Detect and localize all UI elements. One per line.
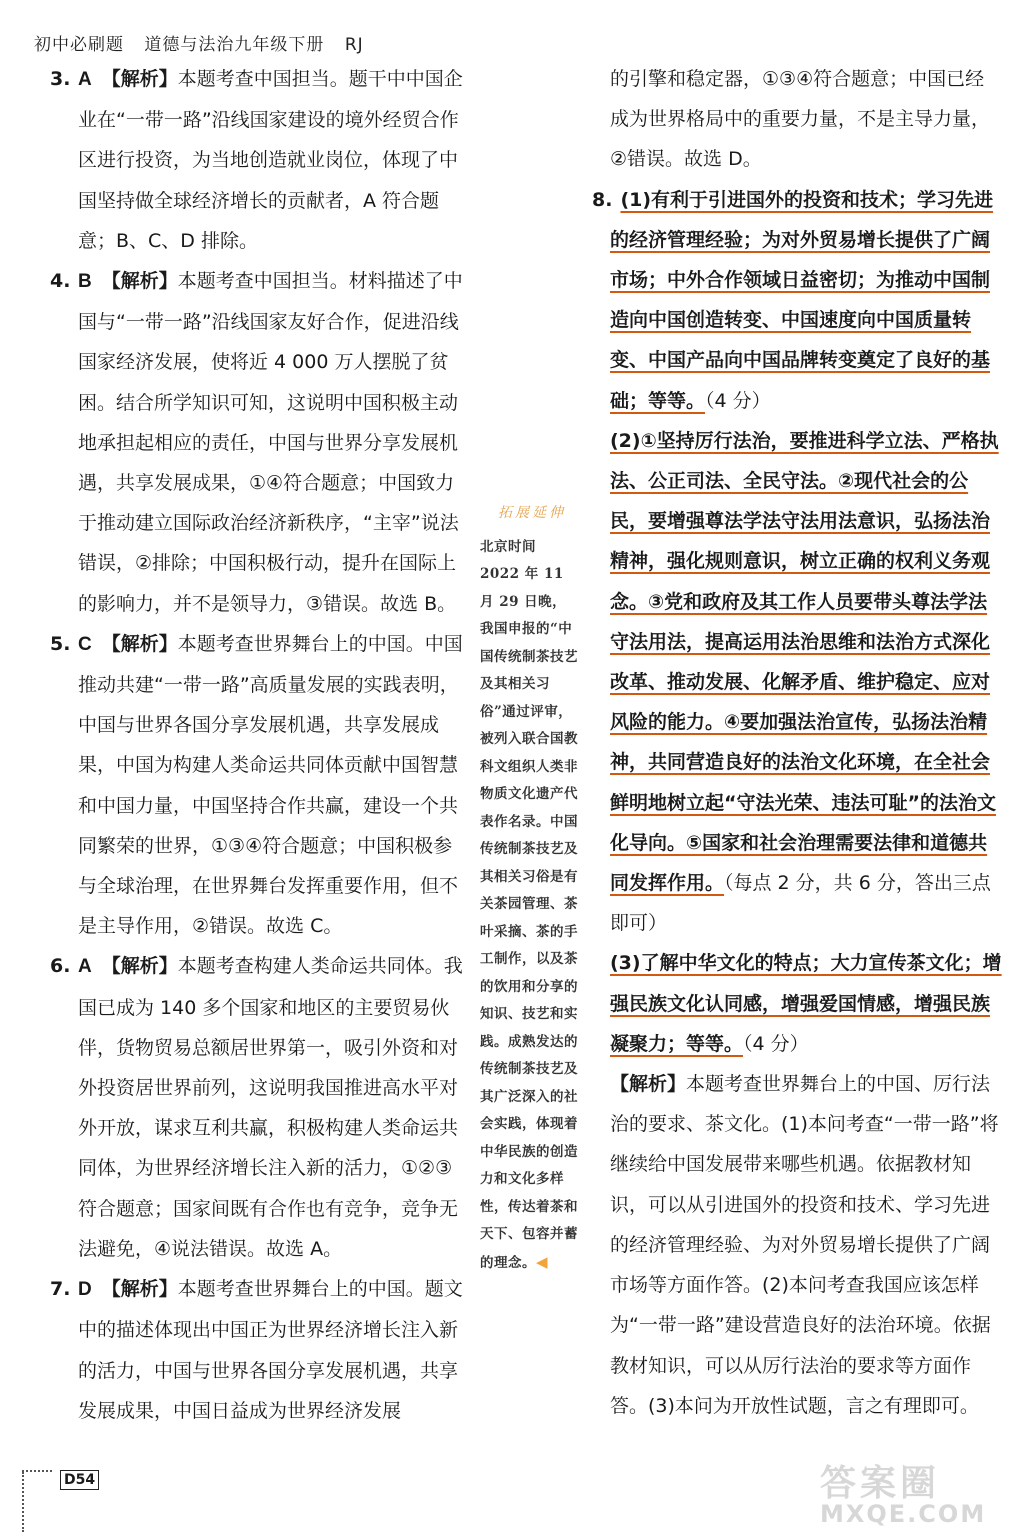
corner-dots <box>22 1470 52 1474</box>
sidebar-title: 拓展延伸 <box>498 505 566 521</box>
question-number: 6. <box>50 955 71 978</box>
question-6 <box>50 946 468 1269</box>
answer-part-3-block <box>610 943 1002 1064</box>
analysis-text: 本题考查构建人类命运共同体。我国已成为 140 多个国家和地区的主要贸易伙伴，货物贸易总额居世界第一，吸引外资和对外投资居世界前列，这说明我国推进高水平对外开放，谋求互利共赢，积极构建人类命运共同体，为世界经济增长注入新的活力，①②③符合题意；国家间既有合作也有竞争，竞争无法避免，④说法错误。故选 A。 <box>78 955 463 1260</box>
question-3 <box>50 59 468 261</box>
pointer-arrow-icon: ◀ <box>536 1252 549 1271</box>
left-column <box>50 59 468 1431</box>
question-number: 3. <box>50 68 71 90</box>
watermark <box>820 1455 1000 1535</box>
answer-letter: A <box>78 956 92 978</box>
running-header <box>34 30 378 55</box>
question-7-continued <box>610 59 1002 180</box>
watermark-bottom: MXQE.COM <box>820 1500 987 1528</box>
question-4 <box>50 261 468 624</box>
extension-sidebar <box>480 500 580 1277</box>
question-7 <box>50 1269 468 1431</box>
page-number: D54 <box>60 1470 99 1490</box>
score-1: （4 分） <box>705 389 771 412</box>
analysis-tag: 【解析】 <box>101 955 178 978</box>
score-3: （4 分） <box>743 1032 809 1055</box>
analysis-text: 本题考查世界舞台上的中国。中国推动共建“一带一路”高质量发展的实践表明，中国与世界各国分享发展机遇，共享发展成果，中国为构建人类命运共同体贡献中国智慧和中国力量，中国坚持合作共赢，建设一个共同繁荣的世界，①③④符合题意；中国积极参与全球治理，在世界舞台发挥重要作用，但不是主导作用，②错误。故选 C。 <box>78 632 463 938</box>
analysis-tag: 【解析】 <box>610 1073 687 1096</box>
analysis-tag: 【解析】 <box>101 632 178 655</box>
analysis-text: 本题考查世界舞台上的中国、厉行法治的要求、茶文化。(1)本问考查“一带一路”将继续给中国发展带来哪些机遇。依据教材知识，可以从引进国外的投资和技术、学习先进的经济管理经验、为对外贸易增长提供了广阔市场等方面作答。(2)本问考查我国应该怎样为“一带一路”建设营造良好的法治环境。依据教材知识，可以从厉行法治的要求等方面作答。(3)本问为开放性试题，言之有理即可。 <box>610 1073 999 1417</box>
answer-letter: B <box>78 271 92 293</box>
question-5 <box>50 624 468 947</box>
question-number: 8. <box>592 188 613 211</box>
corner-dots-vertical <box>22 1472 26 1532</box>
score-2: （每点 2 分，共 6 分，答出三点即可） <box>610 872 991 935</box>
answer-letter: D <box>78 1279 92 1301</box>
question-number: 4. <box>50 270 71 293</box>
answer-part-3: (3)了解中华文化的特点；大力宣传茶文化；增强民族文化认同感，增强爱国情感，增强民族凝聚力；等等。 <box>610 952 1002 1055</box>
analysis-text: 本题考查世界舞台上的中国。题文中的描述体现出中国正为世界经济增长注入新的活力，中国与世界各国分享发展机遇，共享发展成果，中国日益成为世界经济发展 <box>78 1278 463 1422</box>
sidebar-text: 北京时间 2022 年 11 月 29 日晚，我国申报的“中国传统制茶技艺及其相关习俗”通过评审，被列入联合国教科文组织人类非物质文化遗产代表作名录。中国传统制茶技艺及其相关习俗是有关茶园管理、茶叶采摘、茶的手工制作，以及茶的饮用和分享的知识、技艺和实践。成熟发达的传统制茶技艺及其广泛深入的社会实践，体现着中华民族的创造力和文化多样性，传达着茶和天下、包容并蓄的理念。 <box>480 538 578 1271</box>
right-column <box>592 59 1002 1426</box>
question-number: 7. <box>50 1278 71 1301</box>
analysis-tag: 【解析】 <box>101 68 178 90</box>
question-8 <box>592 180 1002 1426</box>
answer-part-1: (1)有利于引进国外的投资和技术；学习先进的经济管理经验；为对外贸易增长提供了广阔市场；中外合作领域日益密切；为推动中国制造向中国创造转变、中国速度向中国质量转变、中国产品向中国品牌转变奠定了良好的基础；等等。 <box>610 188 994 412</box>
answer-part-2-block <box>610 421 1002 944</box>
analysis-tag: 【解析】 <box>101 270 178 293</box>
subject-title: 道德与法治九年级下册 <box>144 35 325 55</box>
answer-letter: A <box>78 69 92 90</box>
analysis-text: 本题考查中国担当。题干中中国企业在“一带一路”沿线国家建设的境外经贸合作区进行投资，为当地创造就业岗位，体现了中国坚持做全球经济增长的贡献者，A 符合题意；B、C、D 排除。 <box>78 68 463 252</box>
edition-label: RJ <box>344 35 364 55</box>
analysis-text: 本题考查中国担当。材料描述了中国与“一带一路”沿线国家友好合作，促进沿线国家经济发展，使将近 4 000 万人摆脱了贫困。结合所学知识可知，这说明中国积极主动地承担起相应的责任，中国与世界分享发展机遇，共享发展成果，①④符合题意；中国致力于推动建立国际政治经济新秩序，“主宰”说法错误，②排除；中国积极行动，提升在国际上的影响力，并不是领导力，③错误。故选 B。 <box>78 270 463 615</box>
answer-letter: C <box>78 633 92 655</box>
analysis-block <box>610 1064 1002 1426</box>
answer-part-2: (2)①坚持厉行法治，要推进科学立法、严格执法、公正司法、全民守法。②现代社会的公民，要增强尊法学法守法用法意识，弘扬法治精神，强化规则意识，树立正确的权利义务观念。③党和政府及其工作人员要带头尊法学法守法用法，提高运用法治思维和法治方式深化改革、推动发展、化解矛盾、维护稳定、应对风险的能力。④要加强法治宣传，弘扬法治精神，共同营造良好的法治文化环境，在全社会鲜明地树立起“守法光荣、违法可耻”的法治文化导向。⑤国家和社会治理需要法律和道德共同发挥作用。 <box>610 429 999 895</box>
watermark-top: 答案圈 <box>820 1463 941 1504</box>
book-title: 初中必刷题 <box>34 35 124 55</box>
analysis-text: 的引擎和稳定器，①③④符合题意；中国已经成为世界格局中的重要力量，不是主导力量，②错误。故选 D。 <box>610 68 991 171</box>
analysis-tag: 【解析】 <box>101 1278 178 1301</box>
question-number: 5. <box>50 632 71 655</box>
